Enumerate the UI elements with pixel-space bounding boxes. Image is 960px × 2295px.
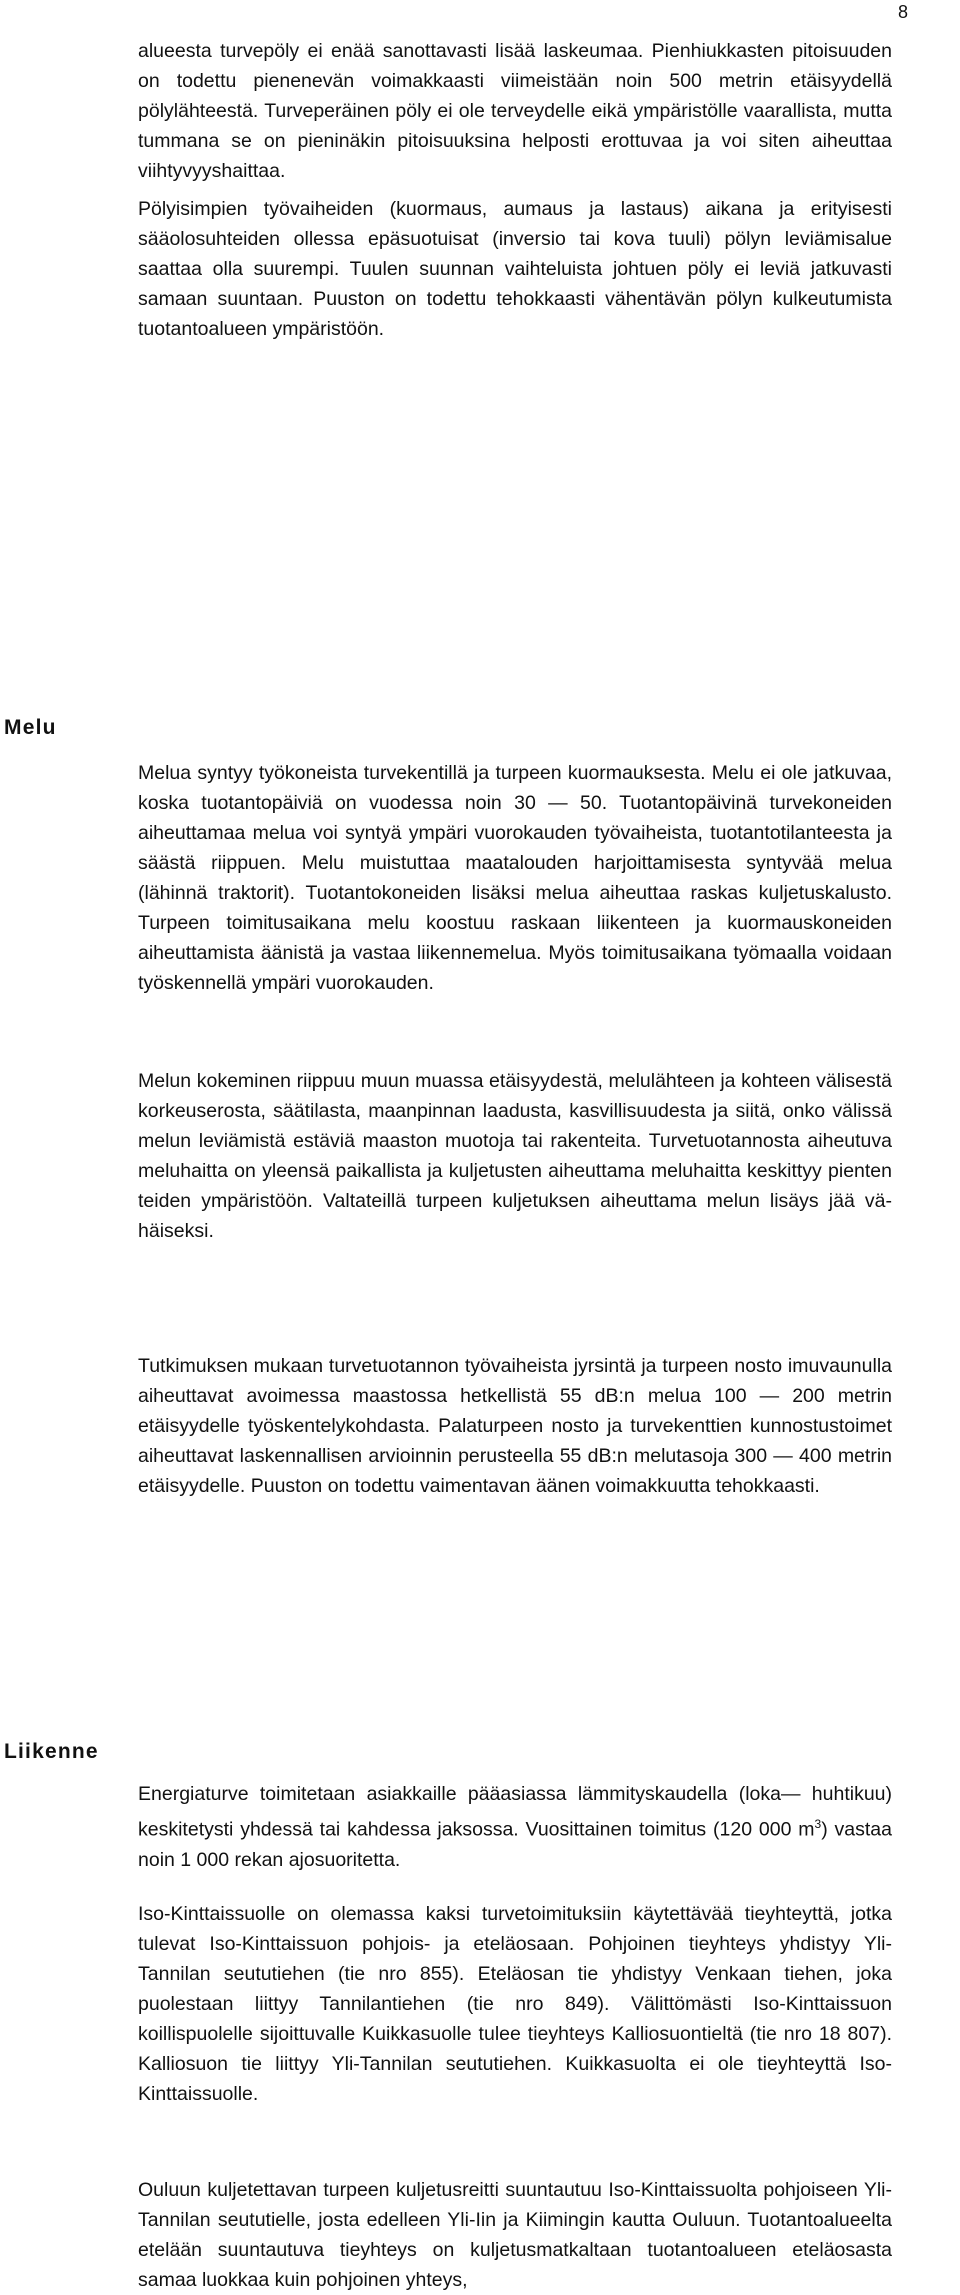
liikenne-paragraph-2: Iso-Kinttaissuolle on olemassa kaksi turvetoimituksiin käytettävää tieyhteyttä, jotka tulevat Iso-Kinttaissuon pohjois- ja eteläosaan. Pohjoinen tieyhteys yhdistyy Yli-Tannilan seututiehen (tie nro 855). Eteläosan tie yhdistyy Venkaan tiehen, joka puolestaan liittyy Tannilantiehen (tie nro 849). Välittömästi Iso-Kinttaissuon koillispuolelle sijoittuvalle Kuikkasuolle tulee tieyhteys Kalliosuontieltä (tie nro 18 807). Kalliosuon tie liittyy Yli-Tannilan seututiehen. Kuikkasuolta ei ole tieyhteyttä Iso-Kinttaissuolle. <box>138 1903 892 2105</box>
section-heading-melu: Melu <box>4 716 57 739</box>
page-number: 8 <box>897 2 908 22</box>
liikenne-paragraph-3: Ouluun kuljetettavan turpeen kuljetusreitti suuntautuu Iso-Kinttaissuolta pohjoiseen Yli-Tannilan seututielle, josta edelleen Yli-Iin ja Kiimingin kautta Ouluun. Tuotantoalueelta etelään suuntautuva tieyhteys on kuljetusmatkaltaan tuotantoalueen eteläosasta samaa luokkaa kuin pohjoinen yhteys, <box>138 2179 892 2291</box>
section-heading-liikenne: Liikenne <box>4 1740 99 1763</box>
melu-paragraph-3: Tutkimuksen mukaan turvetuotannon työvaiheista jyrsintä ja turpeen nosto imuvaunulla aiheuttavat avoimessa maastossa hetkellistä 55 dB:n melua 100 — 200 metrin etäisyydelle työskentelykohdasta. Palaturpeen nosto ja turvekenttien kunnostustoimet aiheuttavat laskennallisen arvioinnin perusteella 55 dB:n melutasoja 300 — 400 metrin etäisyydelle. Puuston on todettu vaimentavan äänen voimakkuutta tehokkaasti. <box>138 1355 892 1497</box>
melu-paragraph-1: Melua syntyy työkoneista turvekentillä ja turpeen kuormauksesta. Melu ei ole jatkuvaa, koska tuotantopäiviä on vuodessa noin 30 — 50. Tuotantopäivinä turvekoneiden aiheuttamaa melua voi syntyä ympäri vuorokauden työvaiheista, tuotantotilanteesta ja säästä riippuen. Melu muistuttaa maatalouden harjoittamisesta syntyvää melua (lähinnä traktorit). Tuotantokoneiden lisäksi melua aiheuttaa raskas kuljetuskalusto. Turpeen toimitusaikana melu koostuu raskaan liikenteen ja kuormauskoneiden aiheuttamista äänistä ja vastaa liikennemelua. Myös toimitusaikana työmaalla voidaan työskennellä ympäri vuorokauden. <box>138 762 892 994</box>
liikenne-p1-text-after: ) vastaa noin 1 000 rekan ajosuoritetta. <box>138 1818 892 1871</box>
melu-paragraph-2: Melun kokeminen riippuu muun muassa etäisyydestä, melulähteen ja kohteen välisestä korkeuserosta, säätilasta, maanpinnan laadusta, kasvillisuudesta ja siitä, onko välissä melun leviämistä estäviä maaston muotoja tai rakenteita. Turvetuotannosta aiheutuva meluhaitta on yleensä paikallista ja kuljetusten aiheuttama meluhaitta keskittyy pienten teiden ympäristöön. Valtateillä turpeen kuljetuksen aiheuttama melun lisäys jää vähäiseksi. <box>138 1070 892 1242</box>
superscript-3: 3 <box>814 1817 822 1831</box>
liikenne-paragraph-1 <box>138 1779 892 1875</box>
liikenne-p1-text-before: Energiaturve toimitetaan asiakkaille pääasiassa lämmityskaudella (loka— huhtikuu) keskitetysti yhdessä tai kahdessa jaksossa. Vuosittainen toimitus (120 000 m <box>138 1783 892 1841</box>
intro-paragraph-2: Pölyisimpien työvaiheiden (kuormaus, aumaus ja lastaus) aikana ja erityisesti sääolosuhteiden ollessa epäsuotuisat (inversio tai kova tuuli) pölyn leviämisalue saattaa olla suurempi. Tuulen suunnan vaihteluista johtuen pöly ei leviä jatkuvasti samaan suuntaan. Puuston on todettu tehokkaasti vähentävän pölyn kulkeutumista tuotantoalueen ympäristöön. <box>138 198 892 340</box>
intro-paragraph-1: alueesta turvepöly ei enää sanottavasti lisää laskeumaa. Pienhiukkasten pitoisuuden on todettu pienenevän voimakkaasti viimeistään noin 500 metrin etäisyydellä pölylähteestä. Turveperäinen pöly ei ole terveydelle eikä ympäristölle vaarallista, mutta tummana se on pieninäkin pitoisuuksina helposti erottuvaa ja voi siten aiheuttaa viihtyvyyshaittaa. <box>138 40 892 182</box>
